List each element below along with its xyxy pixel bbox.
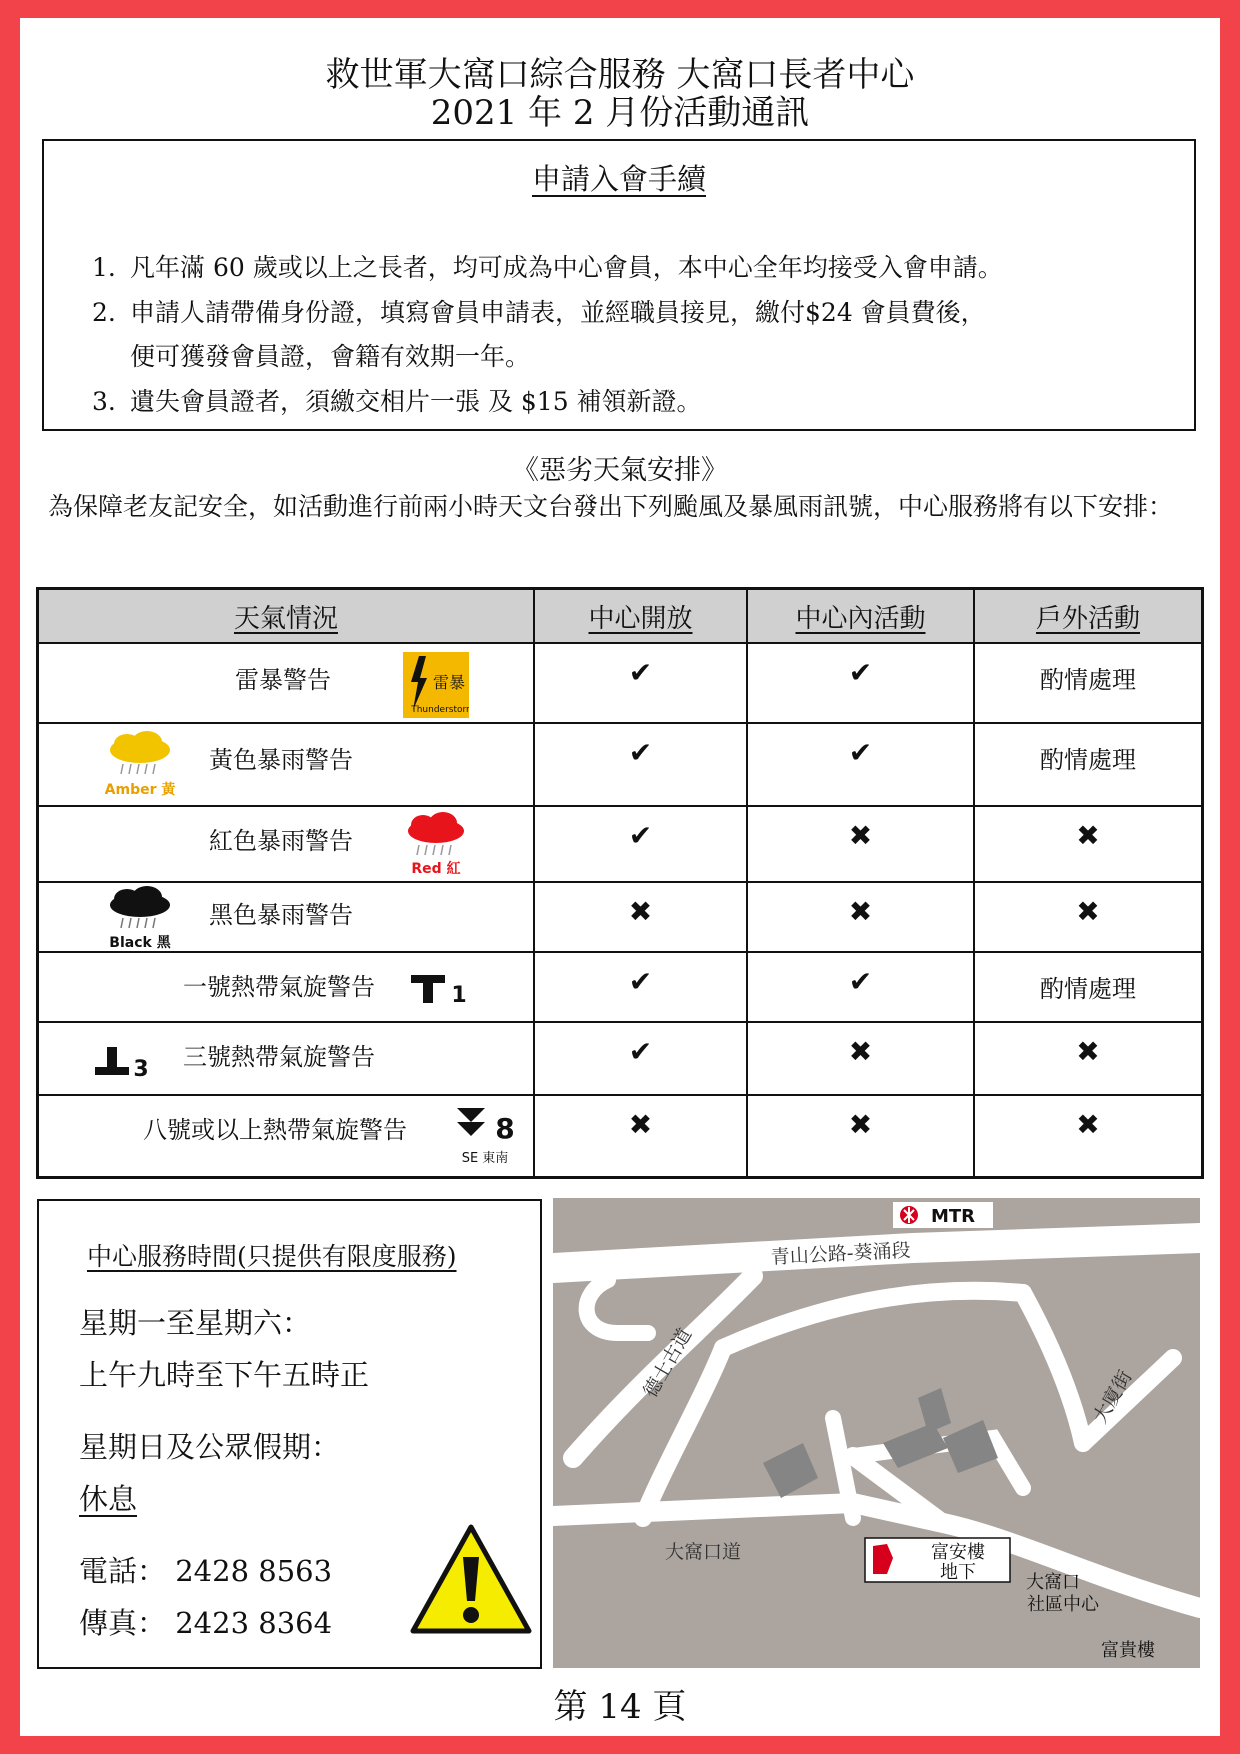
typhoon-signal-1-icon: [409, 971, 469, 1005]
outdoor-mark: ✖: [1076, 1035, 1100, 1068]
typhoon-signal-8-icon: [455, 1104, 521, 1166]
page-number: 第 14 頁: [553, 1687, 687, 1727]
icon-text: Red 紅: [411, 861, 461, 877]
weather-section-title: 《惡劣天氣安排》: [512, 455, 728, 486]
membership-item-2-cont: 便可獲發會員證，會籍有效期一年。: [130, 342, 531, 371]
road-label-tai-ha: 大廈街: [1089, 1366, 1137, 1428]
fax-number: 2423 8364: [175, 1606, 333, 1640]
table-row: [38, 1022, 1203, 1095]
condition-label: 黑色暴雨警告: [209, 901, 353, 929]
indoor-cell: [747, 882, 974, 952]
header-condition: 天氣情況: [38, 589, 535, 644]
indoor-mark: ✖: [848, 819, 873, 852]
typhoon-signal-3-icon: [93, 1045, 153, 1079]
road-label-tai-wo-hau: 大窩口道: [664, 1541, 742, 1563]
floor-label: 地下: [940, 1562, 976, 1583]
condition-cell: [38, 643, 535, 723]
membership-item-3: [92, 382, 702, 418]
condition-label: 一號熱帶氣旋警告: [183, 973, 375, 1001]
indoor-mark: ✖: [848, 895, 873, 928]
table-row: [38, 643, 1203, 723]
header-indoor: 中心內活動: [747, 589, 974, 644]
item-number: 1.: [92, 253, 116, 282]
condition-label: 紅色暴雨警告: [209, 827, 353, 855]
holiday-label: 星期日及公眾假期：: [79, 1430, 341, 1464]
outdoor-text: 酌情處理: [1040, 746, 1136, 774]
outdoor-cell: [974, 1095, 1203, 1178]
table-row: [38, 952, 1203, 1022]
indoor-mark: ✔: [848, 965, 873, 998]
membership-title: 申請入會手續: [531, 162, 706, 196]
phone-line: [79, 1549, 332, 1590]
weekday-time: 上午九時至下午五時正: [79, 1358, 370, 1392]
open-cell: [534, 806, 747, 882]
weather-intro: 為保障老友記安全，如活動進行前兩小時天文台發出下列颱風及暴風雨訊號，中心服務將有以下安排：: [48, 492, 1174, 521]
indoor-cell: [747, 723, 974, 806]
building-label: 富安樓: [931, 1542, 985, 1563]
black-rainstorm-icon: [105, 885, 175, 951]
condition-cell: [38, 952, 535, 1022]
icon-text: 3: [133, 1057, 149, 1079]
indoor-cell: [747, 806, 974, 882]
red-rainstorm-icon: [403, 811, 469, 879]
open-cell: [534, 643, 747, 723]
mtr-label: MTR: [930, 1206, 976, 1227]
outdoor-cell: [974, 952, 1203, 1022]
outdoor-cell: [974, 1022, 1203, 1095]
phone-label: 電話：: [79, 1554, 167, 1588]
fax-line: [79, 1601, 332, 1642]
open-cell: [534, 1095, 747, 1178]
outdoor-cell: [974, 723, 1203, 806]
condition-label: 八號或以上熱帶氣旋警告: [143, 1116, 407, 1144]
outdoor-cell: [974, 882, 1203, 952]
icon-text: 1: [451, 983, 467, 1005]
header-outdoor: 戶外活動: [974, 589, 1203, 644]
newsletter-title: 救世軍大窩口綜合服務 大窩口長者中心: [325, 55, 915, 95]
amber-rainstorm-icon: [105, 730, 175, 800]
membership-box: [42, 139, 1196, 431]
open-mark: ✔: [628, 736, 653, 769]
condition-cell: [38, 723, 535, 806]
indoor-cell: [747, 1095, 974, 1178]
service-hours-box: [37, 1199, 542, 1669]
icon-text: Amber 黃: [105, 782, 175, 798]
open-cell: [534, 952, 747, 1022]
table-row: [38, 1095, 1203, 1178]
indoor-mark: ✔: [848, 736, 873, 769]
weather-table: [36, 587, 1204, 1179]
indoor-mark: ✖: [848, 1108, 873, 1141]
outdoor-text: 酌情處理: [1040, 975, 1136, 1003]
open-mark: ✔: [628, 965, 653, 998]
road-label-texaco: 德士古道: [639, 1324, 697, 1402]
item-number: 2.: [92, 298, 116, 327]
newsletter-subtitle: 2021 年 2 月份活動通訊: [430, 93, 810, 133]
table-row: [38, 882, 1203, 952]
condition-label: 三號熱帶氣旋警告: [183, 1043, 375, 1071]
condition-cell: [38, 1095, 535, 1178]
condition-label: 雷暴警告: [235, 666, 331, 694]
location-map: [553, 1198, 1200, 1668]
service-hours-title: 中心服務時間(只提供有限度服務): [87, 1242, 457, 1271]
open-mark: ✔: [628, 1035, 653, 1068]
icon-text: Black 黑: [109, 935, 171, 951]
open-mark: ✔: [628, 819, 653, 852]
community-label-2: 社區中心: [1027, 1594, 1099, 1615]
condition-cell: [38, 882, 535, 952]
thunderstorm-icon: [403, 652, 469, 718]
open-mark: ✔: [628, 656, 653, 689]
indoor-cell: [747, 952, 974, 1022]
open-mark: ✖: [628, 1108, 653, 1141]
condition-cell: [38, 1022, 535, 1095]
outdoor-text: 酌情處理: [1040, 666, 1136, 694]
building2-label: 富貴樓: [1101, 1640, 1155, 1661]
phone-number: 2428 8563: [175, 1554, 333, 1588]
road-label-castle-peak: 青山公路-葵涌段: [770, 1239, 912, 1269]
item-text: 遺失會員證者，須繳交相片一張 及 $15 補領新證。: [130, 387, 702, 416]
icon-text: 雷暴: [432, 673, 466, 692]
condition-label: 黃色暴雨警告: [209, 746, 353, 774]
outdoor-mark: ✖: [1076, 895, 1100, 928]
header-open: 中心開放: [534, 589, 747, 644]
icon-text: 8: [495, 1112, 515, 1145]
warning-icon: [409, 1523, 533, 1635]
indoor-cell: [747, 1022, 974, 1095]
item-number: 3.: [92, 387, 116, 416]
indoor-mark: ✖: [848, 1035, 873, 1068]
condition-cell: [38, 806, 535, 882]
membership-item-2: [92, 293, 986, 329]
community-label-1: 大窩口: [1026, 1572, 1080, 1593]
outdoor-mark: ✖: [1076, 819, 1100, 852]
weekday-label: 星期一至星期六：: [79, 1306, 312, 1340]
weather-table-header: [38, 589, 1203, 644]
item-text: 凡年滿 60 歲或以上之長者，均可成為中心會員，本中心全年均接受入會申請。: [130, 253, 1003, 282]
open-mark: ✖: [628, 895, 653, 928]
fax-label: 傳真：: [79, 1606, 167, 1640]
item-text: 申請人請帶備身份證，填寫會員申請表，並經職員接見，繳付$24 會員費後，: [130, 298, 986, 327]
indoor-cell: [747, 643, 974, 723]
outdoor-cell: [974, 806, 1203, 882]
open-cell: [534, 723, 747, 806]
holiday-status: 休息: [79, 1482, 138, 1516]
membership-item-1: [92, 248, 1003, 284]
open-cell: [534, 1022, 747, 1095]
open-cell: [534, 882, 747, 952]
indoor-mark: ✔: [848, 656, 873, 689]
icon-sub: SE 東南: [461, 1151, 509, 1166]
table-row: [38, 806, 1203, 882]
icon-sub: Thunderstorm: [411, 705, 469, 715]
outdoor-cell: [974, 643, 1203, 723]
outdoor-mark: ✖: [1076, 1108, 1100, 1141]
table-row: [38, 723, 1203, 806]
